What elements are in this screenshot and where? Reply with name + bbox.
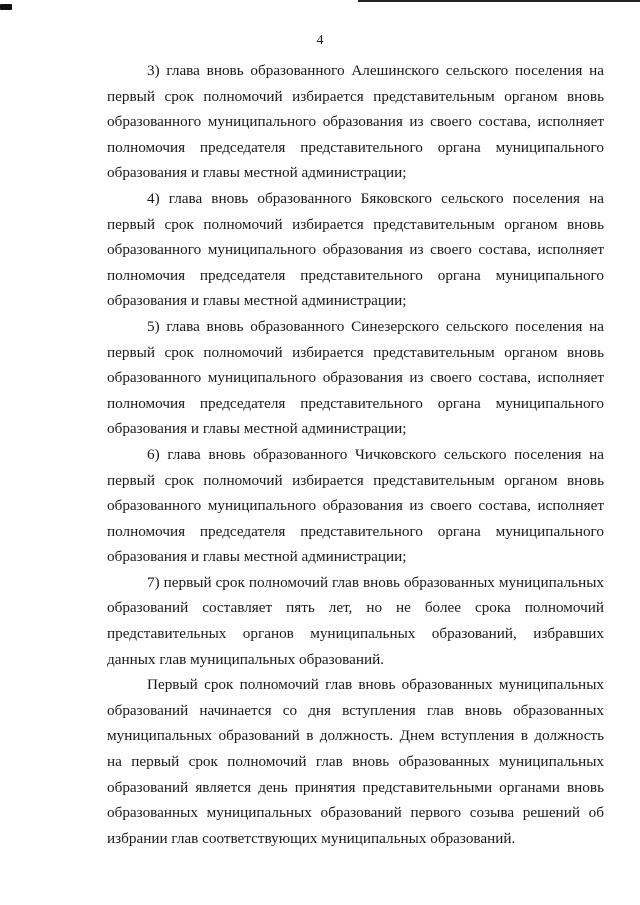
page-number: 4	[316, 33, 324, 48]
document-body	[107, 58, 604, 851]
scan-artifact-line	[358, 0, 640, 2]
paragraph-item-5: 5) глава вновь образованного Синезерского сельского поселения на первый срок полномочий избирается представительным органом вновь образованного муниципального образования из своего состава, исполняет полномочия председателя представительного органа муниципального образования и главы местной администрации;	[107, 317, 604, 438]
paragraph-item-7: 7) первый срок полномочий глав вновь образованных муниципальных образований составляет пять лет, но не более срока полномочий представительных органов муниципальных образований, избравших данных глав муниципальных образований.	[107, 573, 604, 668]
paragraph-item-4: 4) глава вновь образованного Бяковского сельского поселения на первый срок полномочий избирается представительным органом вновь образованного муниципального образования из своего состава, исполняет полномочия председателя представительного органа муниципального образования и главы местной администрации;	[107, 189, 604, 310]
paragraph-term-start: Первый срок полномочий глав вновь образованных муниципальных образований начинается со дня вступления глав вновь образованных муниципальных образований в должность. Днем вступления в должность на первый срок полномочий глав вновь образованных муниципальных образований является день принятия представительными органами вновь образованных муниципальных образований первого созыва решений об избрании глав соответствующих муниципальных образований.	[107, 676, 604, 847]
scan-artifact-mark	[0, 4, 12, 10]
paragraph-item-6: 6) глава вновь образованного Чичковского сельского поселения на первый срок полномочий избирается представительным органом вновь образованного муниципального образования из своего состава, исполняет полномочия председателя представительного органа муниципального образования и главы местной администрации;	[107, 445, 604, 566]
paragraph-item-3: 3) глава вновь образованного Алешинского сельского поселения на первый срок полномочий избирается представительным органом вновь образованного муниципального образования из своего состава, исполняет полномочия председателя представительного органа муниципального образования и главы местной администрации;	[107, 62, 604, 182]
